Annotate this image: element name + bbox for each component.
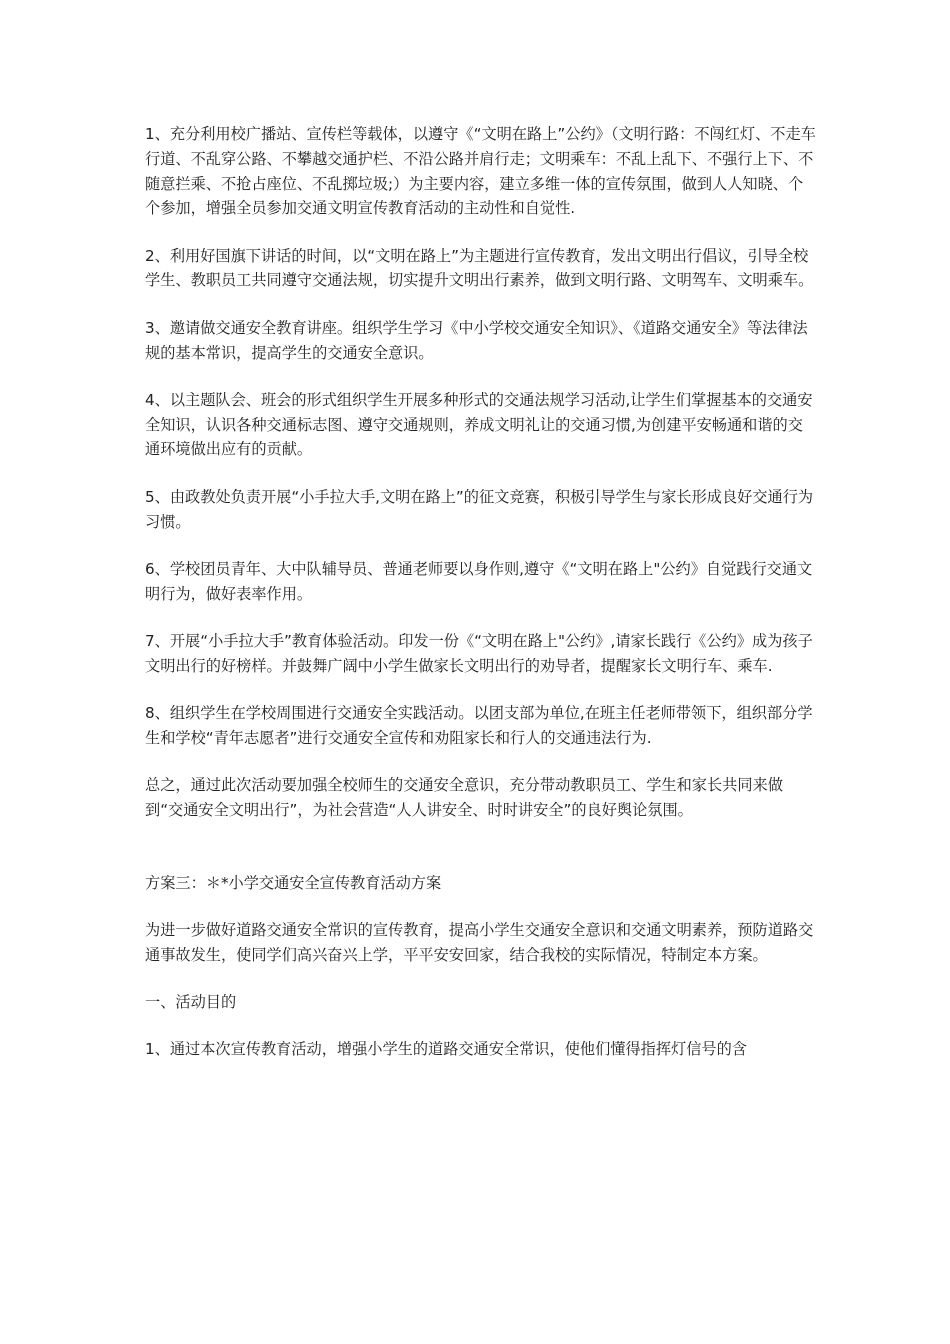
paragraph-4: 4、以主题队会、班会的形式组织学生开展多种形式的交通法规学习活动,让学生们掌握基本的交通安全知识，认识各种交通标志图、遵守交通规则，养成文明礼让的交通习惯,为创建平安畅通和谐的交通环境做出应有的贡献。	[145, 390, 813, 459]
section-heading-purpose: 一、活动目的	[145, 993, 237, 1012]
paragraph-intro: 为进一步做好道路交通安全常识的宣传教育，提高小学生交通安全意识和交通文明素养，预防道路交通事故发生，使同学们高兴奋兴上学，平平安安回家，结合我校的实际情况，特制定本方案。	[145, 921, 814, 964]
paragraph-summary: 总之，通过此次活动要加强全校师生的交通安全意识，充分带动教职员工、学生和家长共同来做到“交通安全文明出行”，为社会营造“人人讲安全、时时讲安全”的良好舆论氛围。	[145, 776, 783, 819]
paragraph-1: 1、充分利用校广播站、宣传栏等载体，以遵守《“文明在路上”公约》（文明行路：不闯红灯、不走车行道、不乱穿公路、不攀越交通护栏、不沿公路并肩行走；文明乘车：不乱上乱下、不强行上下、不随意拦乘、不抢占座位、不乱掷垃圾;）为主要内容，建立多维一体的宣传氛围，做到人人知晓、个个参加，增强全员参加交通文明宣传教育活动的主动性和自觉性.	[145, 125, 816, 218]
document-body	[145, 122, 817, 1062]
section-title-plan-three: 方案三：＊*小学交通安全宣传教育活动方案	[145, 873, 442, 892]
paragraph-purpose-1: 1、通过本次宣传教育活动，增强小学生的道路交通安全常识，使他们懂得指挥灯信号的含	[145, 1040, 747, 1059]
paragraph-3: 3、邀请做交通安全教育讲座。组织学生学习《中小学校交通安全知识》、《道路交通安全》等法律法规的基本常识，提高学生的交通安全意识。	[145, 318, 808, 362]
paragraph-8: 8、组织学生在学校周围进行交通安全实践活动。以团支部为单位,在班主任老师带领下，组织部分学生和学校“青年志愿者”进行交通安全宣传和劝阻家长和行人的交通违法行为.	[145, 704, 813, 747]
paragraph-7: 7、开展“小手拉大手”教育体验活动。印发一份《“文明在路上"公约》,请家长践行《公约》成为孩子文明出行的好榜样。并鼓舞广阔中小学生做家长文明出行的劝导者，提醒家长文明行车、乘车.	[145, 631, 813, 675]
paragraph-5: 5、由政教处负责开展“小手拉大手,文明在路上”的征文竞赛，积极引导学生与家长形成良好交通行为习惯。	[145, 487, 814, 531]
paragraph-2: 2、利用好国旗下讲话的时间，以“文明在路上”为主题进行宣传教育，发出文明出行倡议，引导全校学生、教职员工共同遵守交通法规，切实提升文明出行素养，做到文明行路、文明驾车、文明乘车。	[145, 246, 814, 290]
paragraph-6: 6、学校团员青年、大中队辅导员、普通老师要以身作则,遵守《“文明在路上"公约》自觉践行交通文明行为，做好表率作用。	[145, 559, 813, 603]
